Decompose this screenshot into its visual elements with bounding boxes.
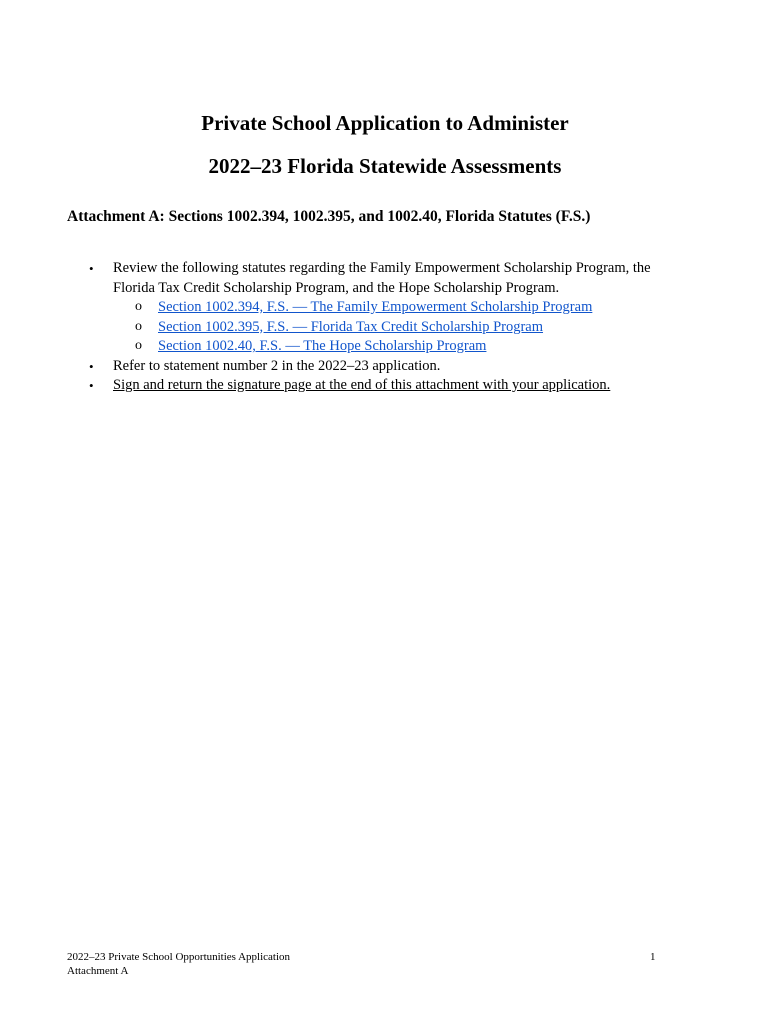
list-item-review-continued	[0, 279, 770, 299]
bullet-icon: •	[89, 378, 94, 393]
list-item-review	[0, 259, 770, 279]
list-item-sign	[0, 376, 770, 396]
footer-application-name: 2022–23 Private School Opportunities Application	[67, 951, 291, 963]
sub-list-item	[0, 298, 770, 318]
sub-list-item	[0, 318, 770, 338]
review-text-line-1: Review the following statutes regarding the Family Empowerment Scholarship Program, the	[113, 260, 651, 276]
link-section-1002-395[interactable]: Section 1002.395, F.S. — Florida Tax Credit Scholarship Program	[158, 318, 544, 335]
list-item-refer	[0, 357, 770, 377]
document-title-line-2: 2022–23 Florida Statewide Assessments	[208, 154, 562, 178]
page-number: 1	[650, 951, 656, 963]
sign-instruction-text: Sign and return the signature page at the end of this attachment with your application.	[113, 377, 611, 393]
circle-bullet-icon: o	[135, 299, 142, 314]
link-section-1002-394[interactable]: Section 1002.394, F.S. — The Family Empowerment Scholarship Program	[158, 299, 593, 315]
attachment-subheading: Attachment A: Sections 1002.394, 1002.395, and 1002.40, Florida Statutes (F.S.)	[67, 208, 591, 225]
footer-attachment-label: Attachment A	[67, 965, 129, 977]
bullet-icon: •	[89, 261, 94, 276]
instruction-list	[0, 259, 770, 396]
circle-bullet-icon: o	[135, 318, 142, 334]
circle-bullet-icon: o	[135, 338, 142, 353]
sub-list-item	[0, 337, 770, 357]
bullet-icon: •	[89, 358, 94, 374]
document-title-line-1: Private School Application to Administer	[201, 111, 569, 135]
link-section-1002-40[interactable]: Section 1002.40, F.S. — The Hope Scholarship Program	[158, 338, 487, 354]
refer-text: Refer to statement number 2 in the 2022–23 application.	[113, 357, 441, 374]
page-footer	[67, 950, 290, 978]
review-text-line-2: Florida Tax Credit Scholarship Program, and the Hope Scholarship Program.	[113, 279, 560, 296]
